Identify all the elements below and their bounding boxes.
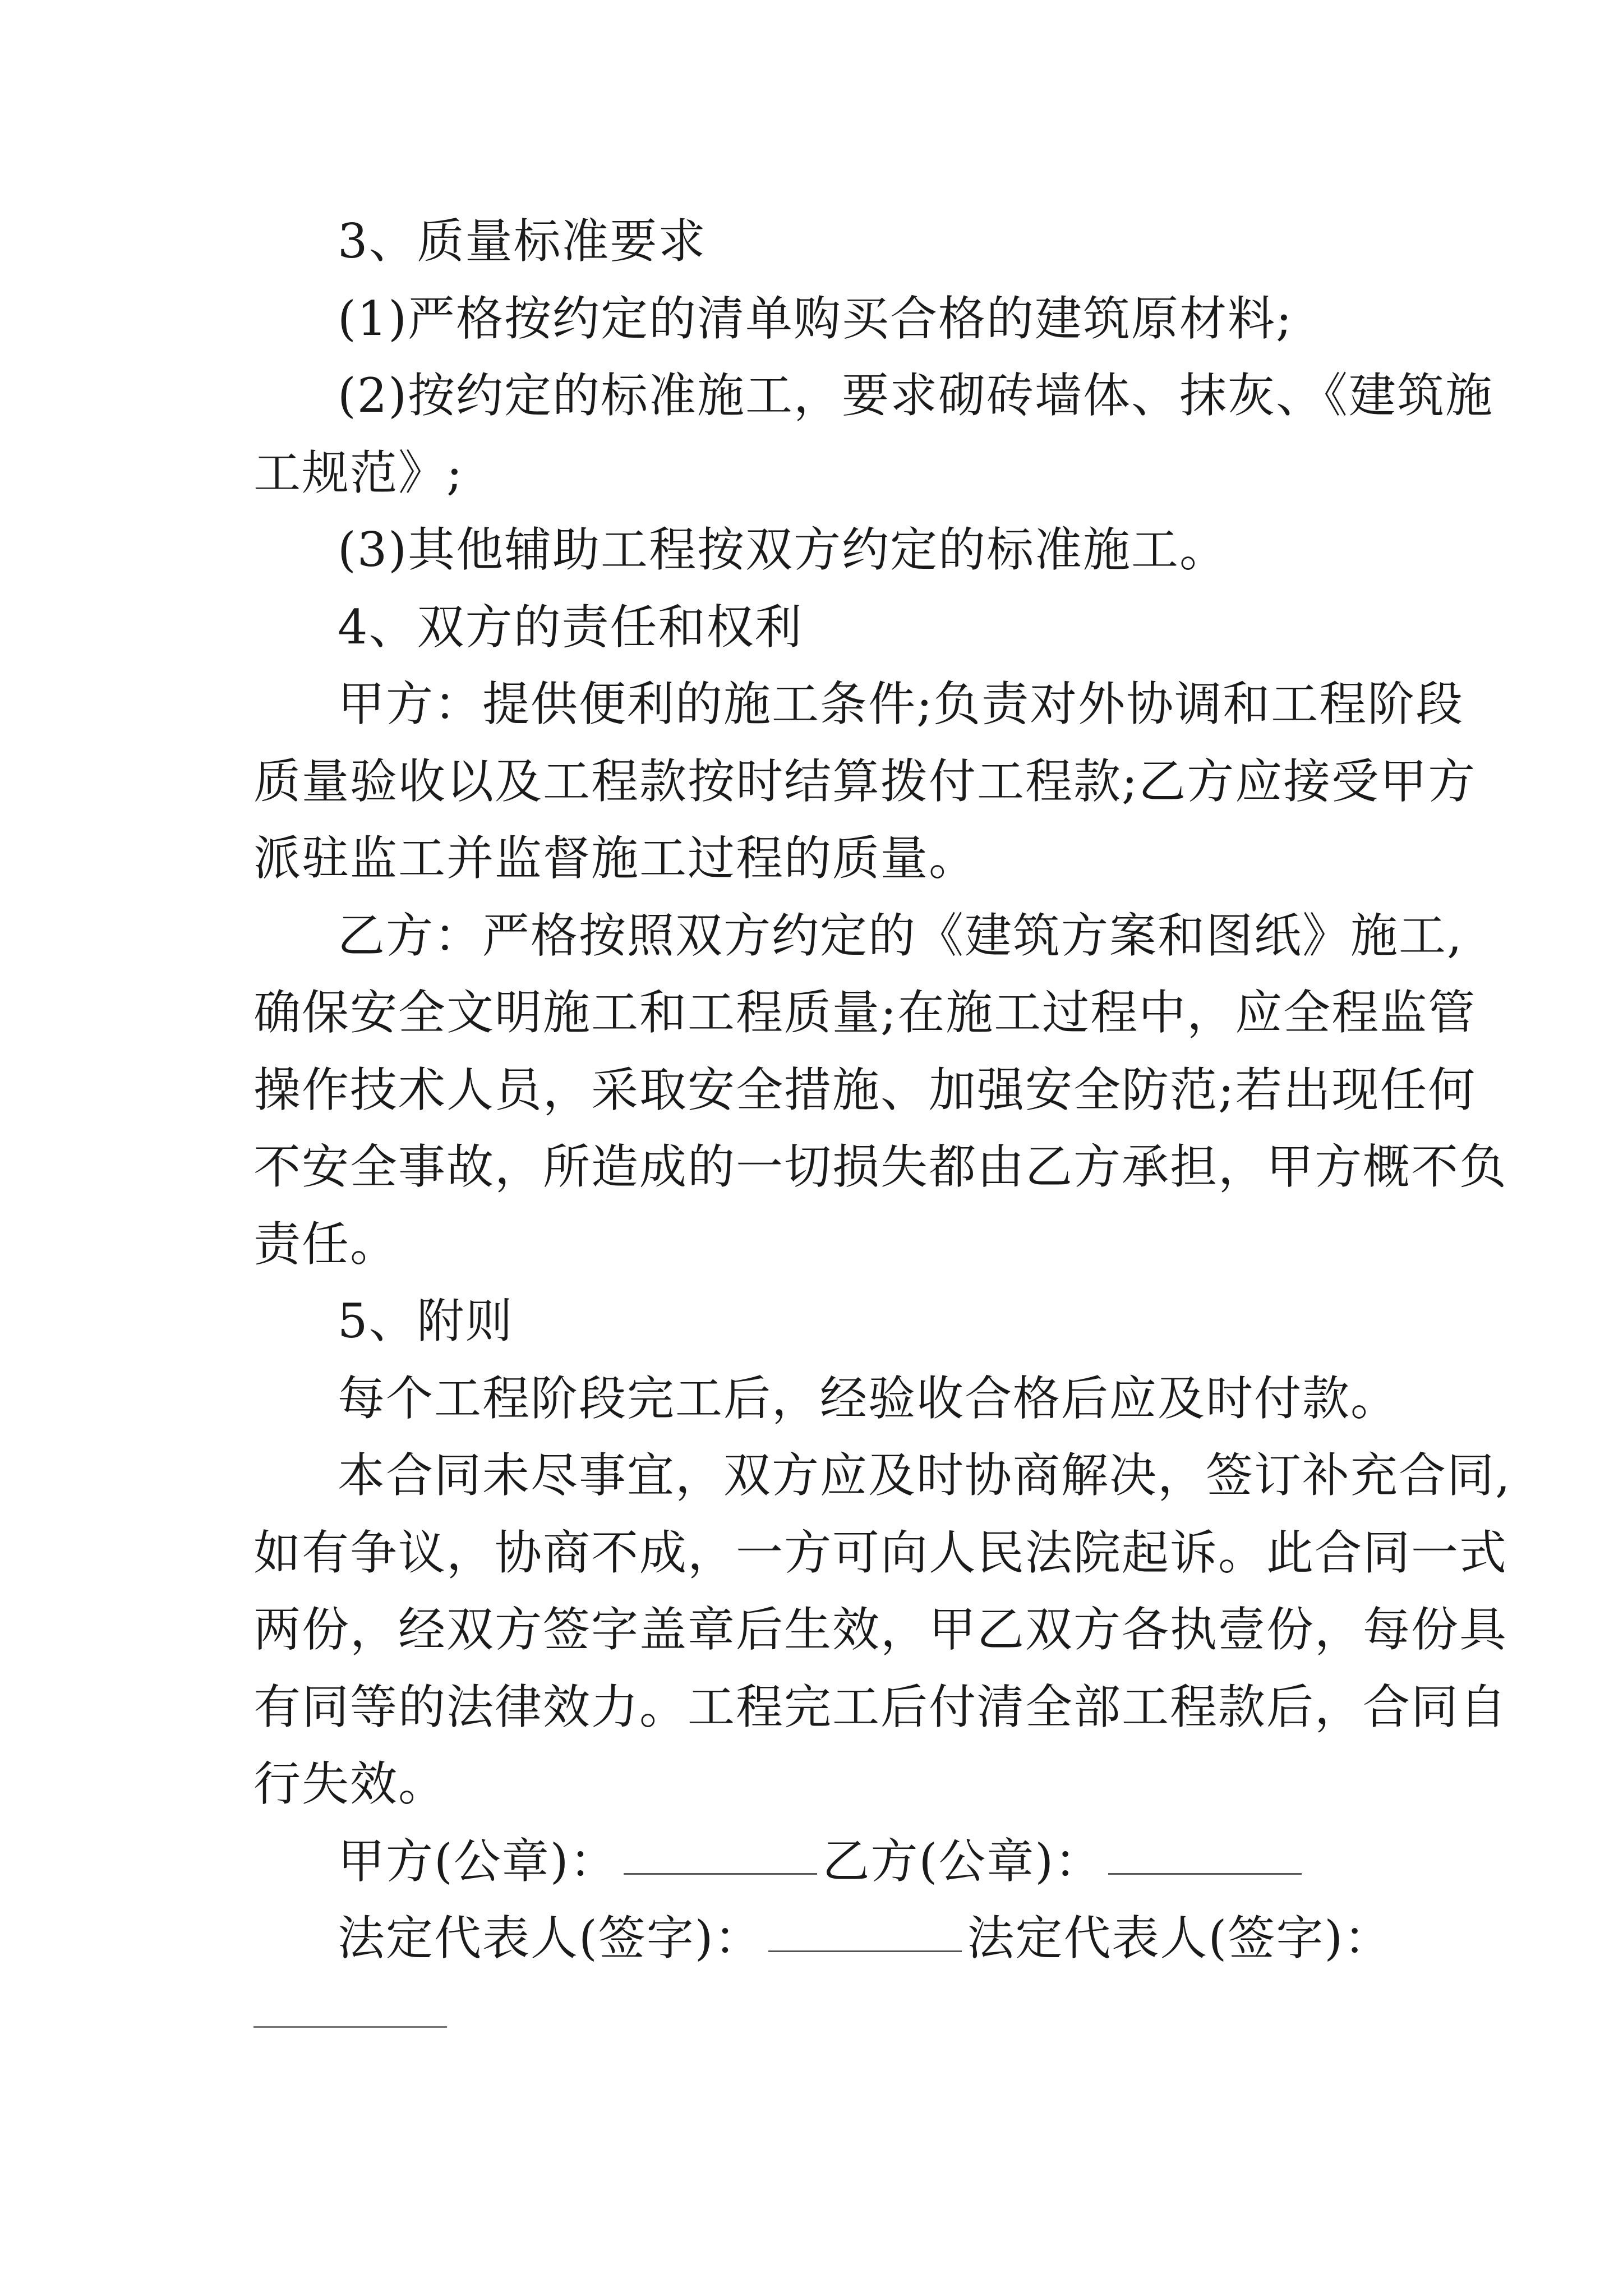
paragraph-line: 本合同未尽事宜，双方应及时协商解决，签订补充合同, (338, 1448, 1511, 1503)
party-a-rep-blank (768, 1948, 962, 1952)
party-b-rep-blank (253, 2026, 447, 2028)
paragraph-line: 责任。 (253, 1216, 399, 1272)
paragraph-line: 甲方：提供便利的施工条件;负责对外协调和工程阶段 (338, 677, 1464, 731)
paragraph-line: (3)其他辅助工程按双方约定的标准施工。 (338, 522, 1228, 577)
party-a-rep-label: 法定代表人(签字)： (338, 1911, 763, 1966)
paragraph-line: 质量验收以及工程款按时结算拨付工程款;乙方应接受甲方 (253, 753, 1477, 809)
paragraph-line: 工规范》; (253, 445, 464, 500)
party-b-rep-label: 法定代表人(签字)： (967, 1911, 1393, 1966)
paragraph-line: 有同等的法律效力。工程完工后付清全部工程款后，合同自 (253, 1679, 1508, 1734)
paragraph-line: 行失效。 (253, 1756, 447, 1811)
paragraph-line: 不安全事故，所造成的一切损失都由乙方承担，甲方概不负 (253, 1139, 1508, 1194)
paragraph-line: (2)按约定的标准施工，要求砌砖墙体、抹灰、《建筑施 (338, 368, 1493, 423)
section-heading-appendix: 5、附则 (338, 1294, 514, 1349)
party-b-seal-label: 乙方(公章)： (822, 1833, 1103, 1889)
paragraph-line: 两份，经双方签字盖章后生效，甲乙双方各执壹份，每份具 (253, 1602, 1508, 1657)
party-a-seal-blank (624, 1871, 817, 1875)
paragraph-line: 派驻监工并监督施工过程的质量。 (253, 831, 978, 886)
seal-line (253, 1823, 1398, 1901)
document-body (253, 203, 1511, 1977)
section-heading-responsibilities: 4、双方的责任和权利 (338, 599, 803, 655)
paragraph-line: 每个工程阶段完工后，经验收合格后应及时付款。 (338, 1370, 1399, 1426)
signature-line (253, 1900, 1398, 1977)
paragraph-line: 操作技术人员，采取安全措施、加强安全防范;若出现任何 (253, 1062, 1477, 1117)
paragraph-line: 乙方：严格按照双方约定的《建筑方案和图纸》施工, (338, 908, 1463, 963)
party-b-seal-blank (1108, 1871, 1302, 1875)
party-a-seal-label: 甲方(公章)： (338, 1833, 618, 1889)
paragraph-line: 如有争议，协商不成，一方可向人民法院起诉。此合同一式 (253, 1525, 1508, 1580)
section-heading-quality: 3、质量标准要求 (338, 214, 707, 269)
paragraph-line: 确保安全文明施工和工程质量;在施工过程中，应全程监管 (253, 985, 1477, 1040)
paragraph-line: (1)严格按约定的清单购买合格的建筑原材料; (338, 291, 1293, 346)
